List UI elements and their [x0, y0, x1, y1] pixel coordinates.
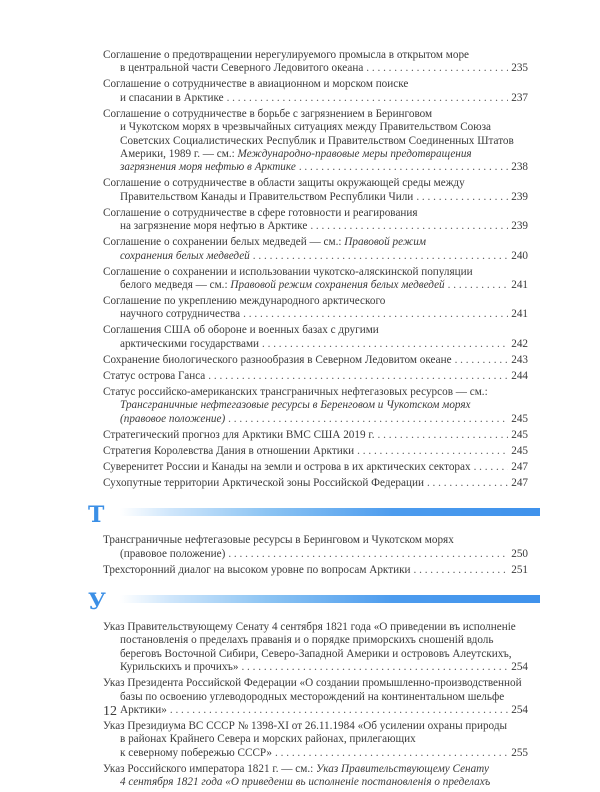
cross-reference: 4 сентября 1821 года «О приведенш вь исполненіе постановленія о пределахъ — [120, 776, 491, 789]
index-entry: Соглашение о сотрудничестве в авиационном и морском поиске и спасании в Арктике . . . 237 — [103, 78, 528, 105]
page-ref: 243 — [511, 353, 528, 366]
page-ref: 242 — [511, 337, 528, 350]
leader-dots — [448, 279, 509, 292]
index-entry: Стратегия Королевства Дания в отношении Арктики . . . 245 — [103, 445, 528, 458]
index-entry: Указ Российского императора 1821 г. — см.: Указ Правительствующему Сенату 4 сентября 1821 года «О приведенш вь исполненіе постановленія о пределахъ — [103, 763, 528, 790]
index-entry: Указ Правительствующему Сенату 4 сентября 1821 года «О приведении въ исполненіе постановленія о пределахъ праванія и о порядке приморскихъ сношеній вдоль береговъ Восточной Сибири, Северо-Западной Америки и острововъ Алеутскихъ, Курильскихъ и прочихъ» . . . 254 — [103, 621, 528, 675]
index-entry: Сухопутные территории Арктической зоны Российской Федерации . . . 247 — [103, 477, 528, 490]
index-entry: Соглашение о сотрудничестве в сфере готовности и реагирования на загрязнение моря нефтью в Арктике . . . 239 — [103, 207, 528, 234]
index-entry: Соглашение о предотвращении нерегулируемого промысла в открытом море в центральной части Северного Ледовитого океана . . . 235 — [103, 49, 528, 76]
section-letter: Т — [88, 502, 105, 529]
index-entry: Указ Президента Российской Федерации «О создании промышленно-производственной базы по освоению углеводородных месторождений на континентальном шельфе Арктики» . . . 254 — [103, 677, 528, 717]
section-header-u — [88, 588, 528, 617]
page-ref: 239 — [511, 220, 528, 233]
leader-dots — [357, 445, 508, 458]
page-ref: 250 — [511, 547, 528, 560]
cross-reference: Трансграничные нефтегазовые ресурсы в Беренговом и Чукотском морях — [120, 399, 471, 412]
leader-dots — [416, 191, 508, 204]
leader-dots — [310, 220, 508, 233]
index-entry: Трехсторонний диалог на высоком уровне по вопросам Арктики . . . 251 — [103, 564, 528, 577]
page-ref: 235 — [511, 62, 528, 75]
cross-reference: Правовой режим — [344, 236, 426, 249]
page-ref: 241 — [511, 308, 528, 321]
leader-dots — [228, 413, 508, 426]
index-entry: Статус российско-американских трансграничных нефтегазовых ресурсов — см.: Трансграничные нефтегазовые ресурсы в Беренговом и Чукотском морях (правовое положение) . . . 245 — [103, 386, 528, 426]
leader-dots — [243, 308, 508, 321]
index-entry: Соглашение о сотрудничестве в борьбе с загрязнением в Беринговом и Чукотском морях в чрезвычайных ситуациях между Правительством Союза Советских Социалистических Республик и Правительством Соединенных Штатов Америки, 1989 г. — см.: Международно-правовые меры предотвращения загрязнения моря нефтью в Арктике . . . 238 — [103, 108, 528, 175]
leader-dots — [275, 747, 508, 760]
section-gradient-bar — [120, 508, 540, 516]
index-entry: Соглашения США об обороне и военных базах с другими арктическими государствами . . . 242 — [103, 324, 528, 351]
leader-dots — [241, 661, 508, 674]
leader-dots — [414, 564, 509, 577]
page-ref: 254 — [511, 703, 528, 716]
page-ref: 237 — [511, 91, 528, 104]
leader-dots — [427, 477, 508, 490]
index-entry: Статус острова Ганса . . . 244 — [103, 370, 528, 383]
page-ref: 255 — [511, 746, 528, 759]
page-ref: 240 — [511, 249, 528, 262]
leader-dots — [253, 250, 508, 263]
leader-dots — [170, 704, 508, 717]
page-ref: 245 — [511, 444, 528, 457]
section-header-t — [88, 504, 528, 530]
index-entry: Указ Президиума ВС СССР № 1398-XI от 26.11.1984 «Об усилении охраны природы в районах Крайнего Севера и морских районах, прилегающих к северному побережью СССР» . . . 255 — [103, 720, 528, 760]
page-ref: 244 — [511, 369, 528, 382]
section-gradient-bar — [120, 595, 540, 603]
index-entry: Трансграничные нефтегазовые ресурсы в Беринговом и Чукотском морях (правовое положение) . . . 250 — [103, 534, 528, 561]
cross-reference: Правовой режим сохранения белых медведей — [230, 279, 445, 292]
cross-reference: загрязнения моря нефтью в Арктике — [120, 161, 296, 174]
leader-dots — [262, 338, 508, 351]
cross-reference: Международно-правовые меры предотвращения — [237, 148, 472, 161]
index-page — [88, 49, 528, 792]
leader-dots — [228, 548, 508, 561]
leader-dots — [299, 161, 508, 174]
cross-reference: (правовое положение) — [120, 412, 226, 425]
leader-dots — [378, 429, 509, 442]
index-entry: Стратегический прогноз для Арктики ВМС США 2019 г. . . . 245 — [103, 429, 528, 442]
index-entry: Соглашение о сохранении белых медведей — см.: Правовой режим сохранения белых медведей . . . 240 — [103, 236, 528, 263]
page-ref: 247 — [511, 476, 528, 489]
page-ref: 254 — [511, 661, 528, 674]
page-ref: 245 — [511, 428, 528, 441]
section-letter: У — [88, 588, 106, 615]
index-entry: Сохранение биологического разнообразия в Северном Ледовитом океане . . . 243 — [103, 354, 528, 367]
leader-dots — [455, 354, 509, 367]
page-ref: 241 — [511, 279, 528, 292]
index-entry: Суверенитет России и Канады на земли и острова в их арктических секторах . . . 247 — [103, 461, 528, 474]
page-ref: 239 — [511, 190, 528, 203]
leader-dots — [227, 92, 509, 105]
page-ref: 251 — [511, 563, 528, 576]
index-entry: Соглашение о сотрудничестве в области защиты окружающей среды между Правительством Канады и Правительством Республики Чили . . . 239 — [103, 177, 528, 204]
leader-dots — [366, 62, 508, 75]
index-entry: Соглашение по укреплению международного арктического научного сотрудничества . . . 241 — [103, 295, 528, 322]
cross-reference: сохранения белых медведей — [120, 249, 250, 262]
leader-dots — [474, 461, 509, 474]
page-number: 12 — [103, 704, 117, 719]
page-ref: 245 — [511, 412, 528, 425]
page-ref: 238 — [511, 161, 528, 174]
index-entry: Соглашение о сохранении и использовании чукотско-аляскинской популяции белого медведя — см.: Правовой режим сохранения белых медведей . . . 241 — [103, 266, 528, 293]
cross-reference: Указ Правительствующему Сенату — [316, 762, 489, 775]
page-ref: 247 — [511, 460, 528, 473]
leader-dots — [208, 370, 508, 383]
